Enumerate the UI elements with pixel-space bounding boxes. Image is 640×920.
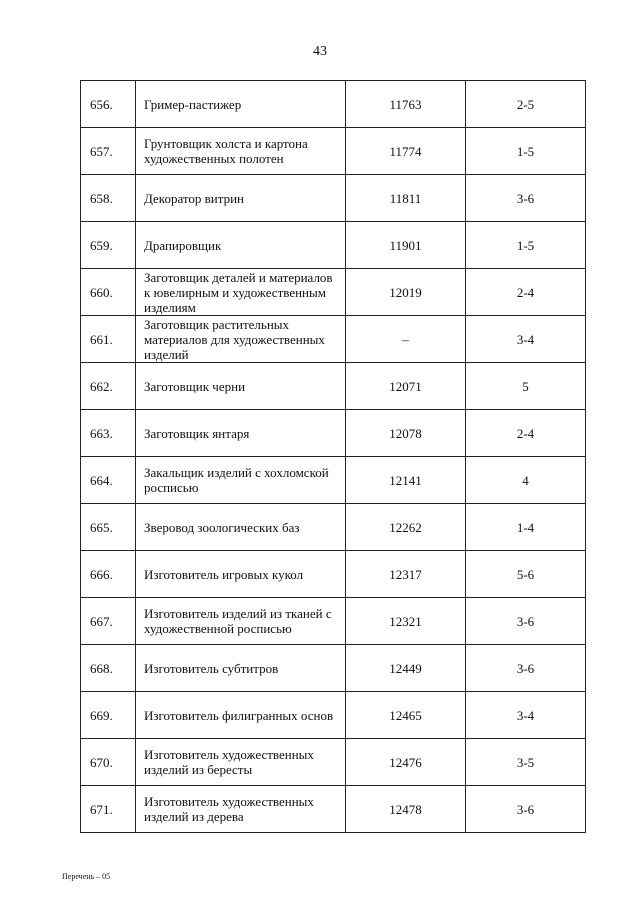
- profession-code-cell: 12141: [346, 457, 466, 504]
- table-row: [81, 128, 586, 175]
- grade-range-cell: 3-6: [466, 786, 586, 833]
- table-row: [81, 598, 586, 645]
- grade-range-cell: 1-5: [466, 128, 586, 175]
- row-number-cell: 660.: [81, 269, 136, 316]
- profession-code-cell: 12321: [346, 598, 466, 645]
- table-row: [81, 175, 586, 222]
- table-row: [81, 222, 586, 269]
- profession-code-cell: 11774: [346, 128, 466, 175]
- row-number-cell: 669.: [81, 692, 136, 739]
- profession-code-cell: 12317: [346, 551, 466, 598]
- profession-table: [80, 80, 586, 833]
- profession-code-cell: 12478: [346, 786, 466, 833]
- profession-code-cell: 12465: [346, 692, 466, 739]
- row-number-cell: 665.: [81, 504, 136, 551]
- grade-range-cell: 3-6: [466, 598, 586, 645]
- table-row: [81, 504, 586, 551]
- profession-name-cell: Закальщик изделий с хохломской росписью: [136, 457, 346, 504]
- row-number-cell: 656.: [81, 81, 136, 128]
- grade-range-cell: 1-4: [466, 504, 586, 551]
- table-row: [81, 786, 586, 833]
- profession-name-cell: Изготовитель художественных изделий из бересты: [136, 739, 346, 786]
- row-number-cell: 671.: [81, 786, 136, 833]
- footer-label: Перечень – 05: [62, 872, 111, 881]
- profession-name-cell: Зверовод зоологических баз: [136, 504, 346, 551]
- grade-range-cell: 2-4: [466, 410, 586, 457]
- table-row: [81, 692, 586, 739]
- table-row: [81, 551, 586, 598]
- profession-name-cell: Изготовитель филигранных основ: [136, 692, 346, 739]
- grade-range-cell: 3-4: [466, 692, 586, 739]
- grade-range-cell: 2-4: [466, 269, 586, 316]
- profession-code-cell: 11901: [346, 222, 466, 269]
- table-row: [81, 739, 586, 786]
- grade-range-cell: 5-6: [466, 551, 586, 598]
- table-row: [81, 81, 586, 128]
- row-number-cell: 667.: [81, 598, 136, 645]
- profession-name-cell: Драпировщик: [136, 222, 346, 269]
- profession-name-cell: Гример-пастижер: [136, 81, 346, 128]
- grade-range-cell: 3-6: [466, 175, 586, 222]
- grade-range-cell: 3-4: [466, 316, 586, 363]
- profession-code-cell: 12449: [346, 645, 466, 692]
- table-row: [81, 363, 586, 410]
- grade-range-cell: 4: [466, 457, 586, 504]
- grade-range-cell: 3-6: [466, 645, 586, 692]
- profession-name-cell: Заготовщик янтаря: [136, 410, 346, 457]
- profession-code-cell: 11811: [346, 175, 466, 222]
- row-number-cell: 663.: [81, 410, 136, 457]
- page-number: 43: [313, 44, 327, 59]
- profession-name-cell: Декоратор витрин: [136, 175, 346, 222]
- profession-code-cell: 12262: [346, 504, 466, 551]
- profession-name-cell: Заготовщик деталей и материалов к ювелирным и художественным изделиям: [136, 269, 346, 316]
- profession-name-cell: Изготовитель художественных изделий из дерева: [136, 786, 346, 833]
- row-number-cell: 661.: [81, 316, 136, 363]
- profession-code-cell: 11763: [346, 81, 466, 128]
- row-number-cell: 657.: [81, 128, 136, 175]
- grade-range-cell: 2-5: [466, 81, 586, 128]
- row-number-cell: 664.: [81, 457, 136, 504]
- profession-code-cell: 12019: [346, 269, 466, 316]
- table-row: [81, 457, 586, 504]
- row-number-cell: 662.: [81, 363, 136, 410]
- profession-name-cell: Заготовщик черни: [136, 363, 346, 410]
- profession-name-cell: Изготовитель игровых кукол: [136, 551, 346, 598]
- profession-name-cell: Заготовщик растительных материалов для художественных изделий: [136, 316, 346, 363]
- table-body: [81, 81, 586, 833]
- profession-name-cell: Грунтовщик холста и картона художественных полотен: [136, 128, 346, 175]
- row-number-cell: 659.: [81, 222, 136, 269]
- profession-name-cell: Изготовитель субтитров: [136, 645, 346, 692]
- profession-name-cell: Изготовитель изделий из тканей с художественной росписью: [136, 598, 346, 645]
- grade-range-cell: 5: [466, 363, 586, 410]
- row-number-cell: 666.: [81, 551, 136, 598]
- table-row: [81, 316, 586, 363]
- table-row: [81, 645, 586, 692]
- row-number-cell: 658.: [81, 175, 136, 222]
- grade-range-cell: 1-5: [466, 222, 586, 269]
- row-number-cell: 668.: [81, 645, 136, 692]
- profession-code-cell: –: [346, 316, 466, 363]
- profession-code-cell: 12078: [346, 410, 466, 457]
- row-number-cell: 670.: [81, 739, 136, 786]
- table-row: [81, 410, 586, 457]
- grade-range-cell: 3-5: [466, 739, 586, 786]
- profession-code-cell: 12071: [346, 363, 466, 410]
- profession-code-cell: 12476: [346, 739, 466, 786]
- table-row: [81, 269, 586, 316]
